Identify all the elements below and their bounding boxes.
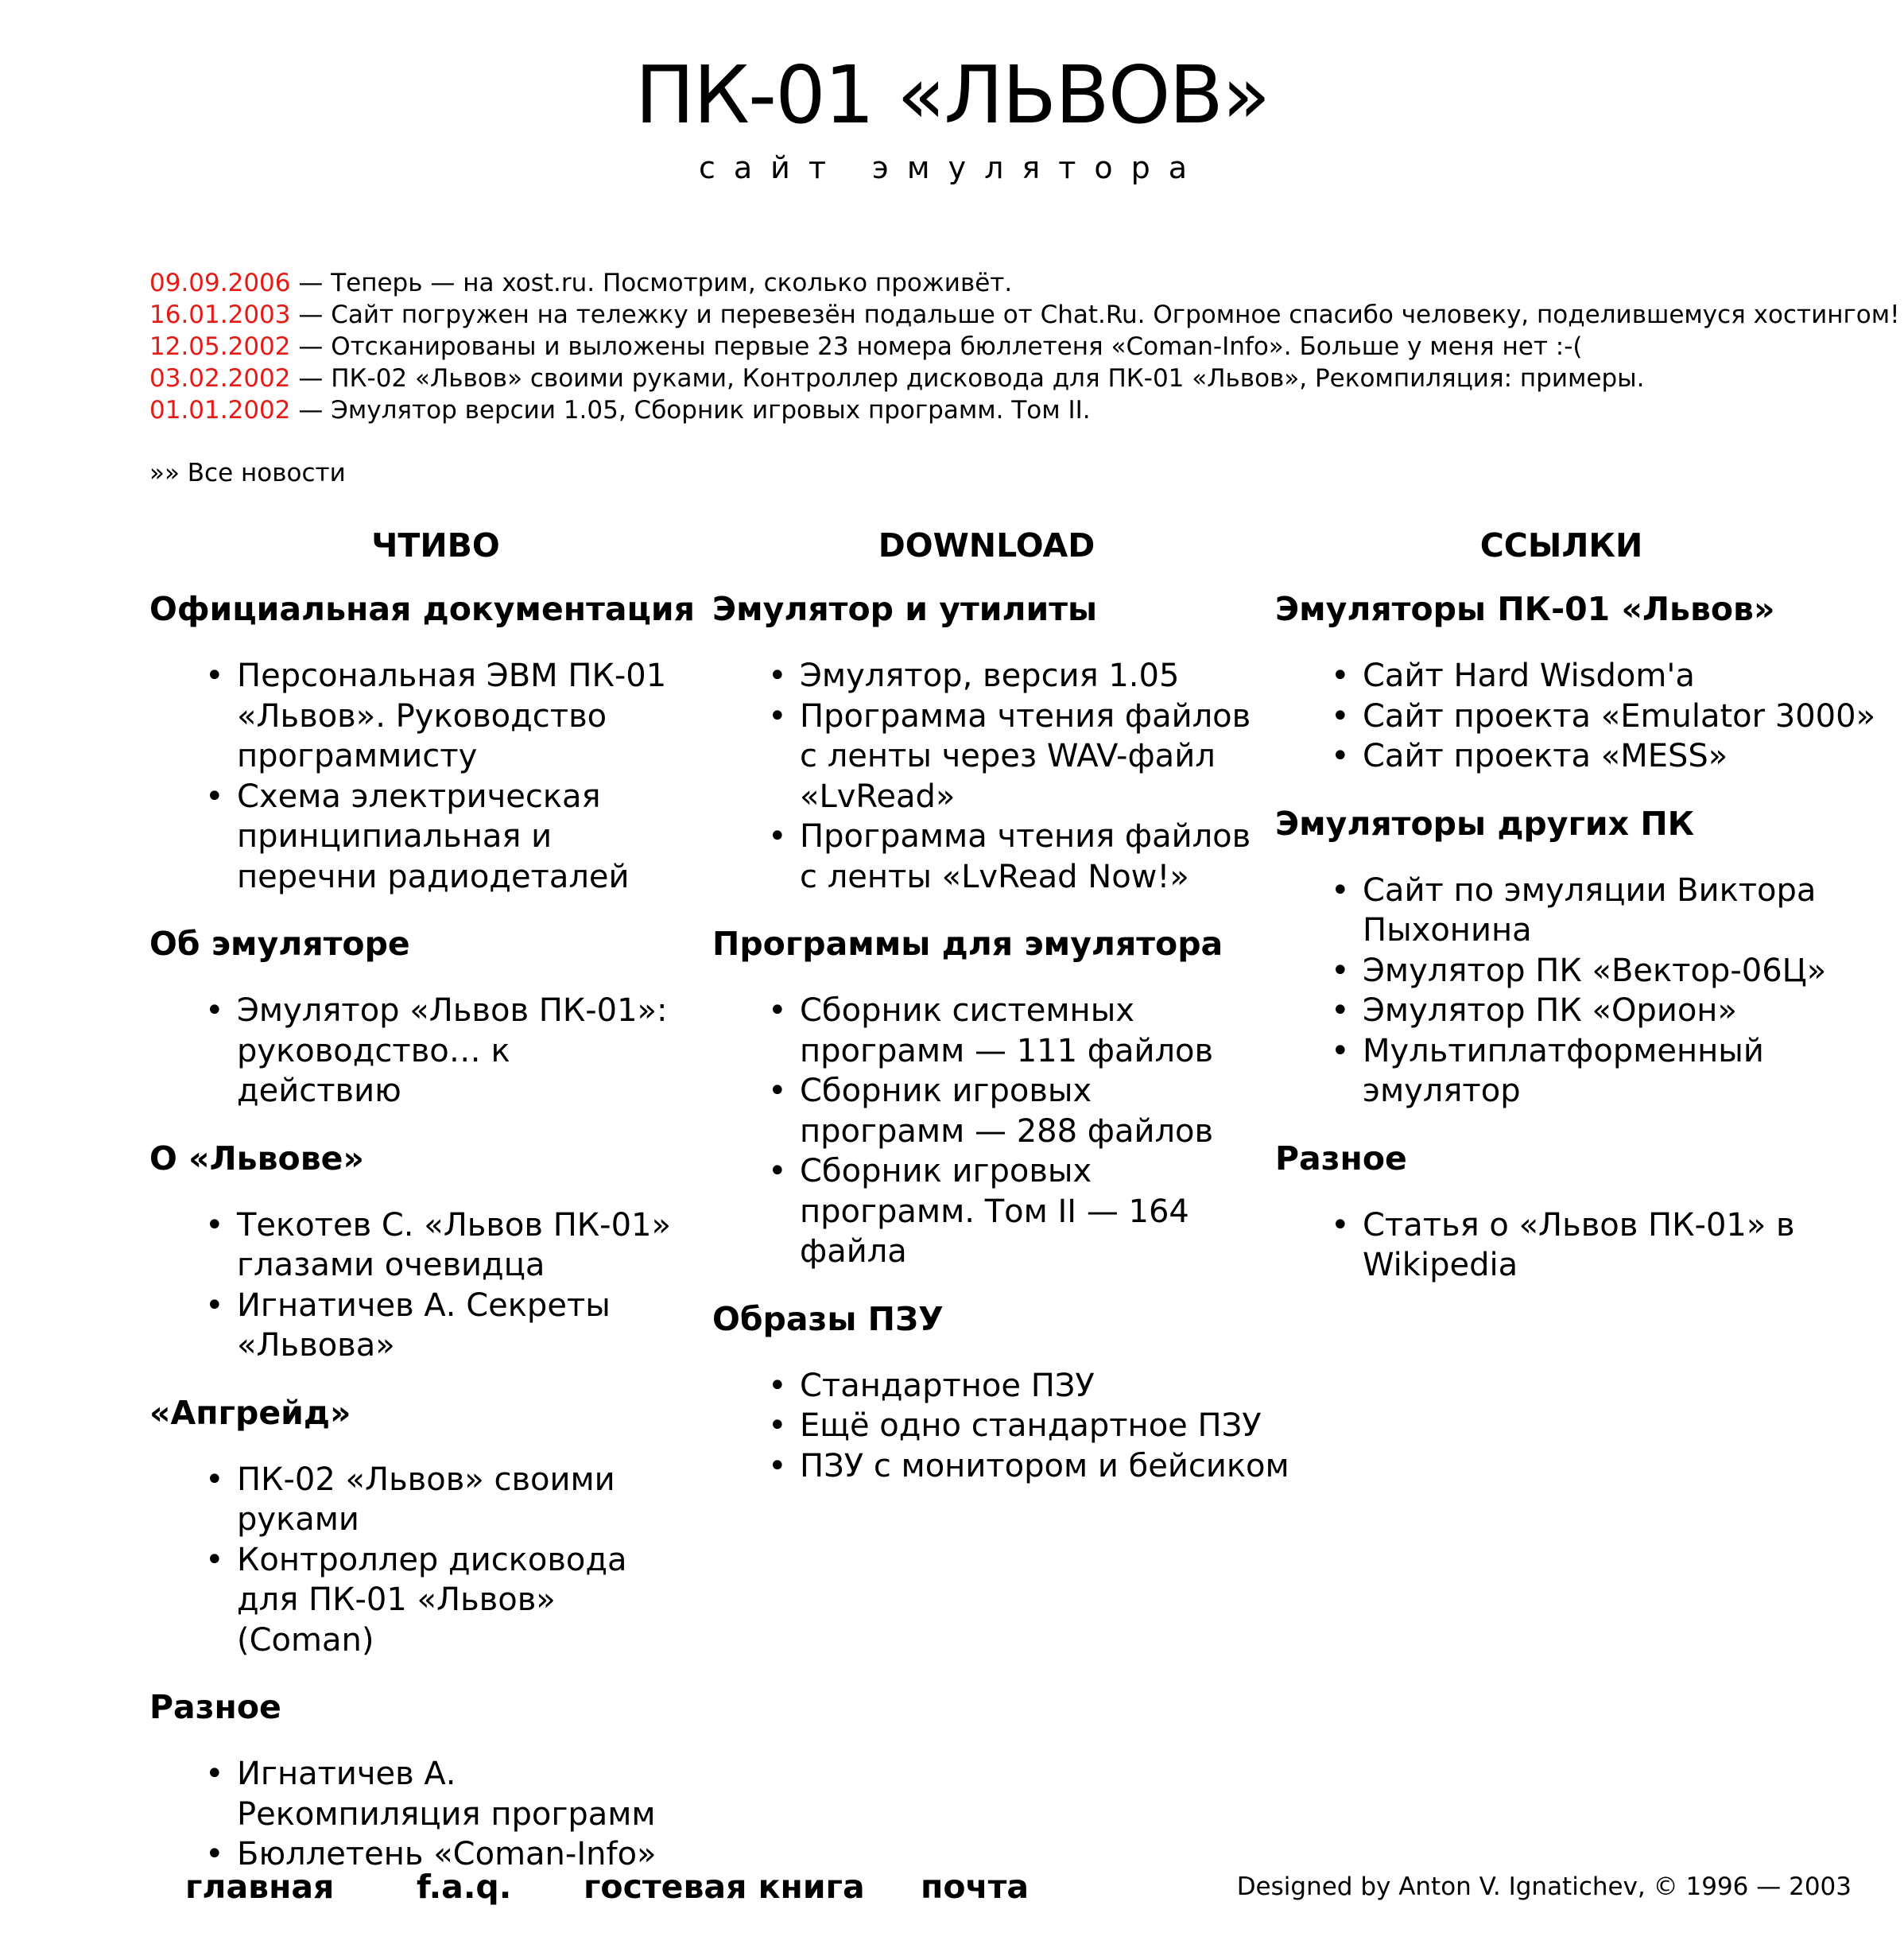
section-title: Эмулятор и утилиты xyxy=(712,590,1098,628)
copyright: Designed by Anton V. Ignatichev, © 1996 — 2003 xyxy=(1236,1872,1852,1901)
news-date: 16.01.2003 xyxy=(149,301,291,329)
news-item xyxy=(149,331,1859,363)
list-item-link[interactable]: • Эмулятор ПК «Вектор-06Ц» xyxy=(1363,951,1856,991)
site-subtitle: сайт эмулятора xyxy=(698,150,1206,185)
column-title: ЧТИВО xyxy=(371,526,500,565)
section-title: Программы для эмулятора xyxy=(712,925,1223,963)
news-date: 09.09.2006 xyxy=(149,269,291,297)
column-links xyxy=(1275,525,1876,1312)
list-item-link[interactable]: • Сборник игровых программ. Том II — 164 файла xyxy=(800,1151,1253,1272)
list-item-link[interactable]: • Сборник системных программ — 111 файлов xyxy=(800,991,1253,1071)
list-item-link[interactable]: • Персональная ЭВМ ПК-01 «Львов». Руководство программисту xyxy=(237,656,682,777)
list-item-link[interactable]: • Сайт по эмуляции Виктора Пыхонина xyxy=(1363,871,1856,951)
column-download xyxy=(712,525,1289,1512)
news-text: — Сайт погружен на тележку и перевезён подальше от Chat.Ru. Огромное спасибо человеку, поделившемуся хостингом! xyxy=(290,301,1900,329)
list-item-link[interactable]: • ПК-02 «Львов» своими руками xyxy=(237,1460,682,1540)
list-item-link[interactable]: • Игнатичев А. Секреты «Львова» xyxy=(237,1286,682,1366)
news-item xyxy=(149,299,1900,331)
section-title: Разное xyxy=(1275,1139,1407,1178)
list-item-link[interactable]: • Эмулятор «Львов ПК-01»: руководство… к действию xyxy=(237,991,682,1112)
list-item-link[interactable]: • Сайт проекта «MESS» xyxy=(1363,736,1856,777)
news-date: 03.02.2002 xyxy=(149,364,291,393)
link-list xyxy=(149,991,698,1112)
link-list xyxy=(149,1205,698,1366)
list-item-link[interactable]: • Контроллер дисковода для ПК-01 «Львов» (Coman) xyxy=(237,1540,682,1661)
link-list xyxy=(712,991,1261,1272)
list-item-link[interactable]: • Сайт проекта «Emulator 3000» xyxy=(1363,697,1856,737)
all-news-link[interactable]: »» Все новости xyxy=(149,459,346,487)
list-item-link[interactable]: • Сборник игровых программ — 288 файлов xyxy=(800,1071,1253,1151)
section-title: Об эмуляторе xyxy=(149,925,410,963)
section-title: Эмуляторы других ПК xyxy=(1275,804,1695,843)
list-item-link[interactable]: • ПЗУ с монитором и бейсиком xyxy=(800,1446,1253,1487)
section-title: «Апгрейд» xyxy=(149,1393,351,1432)
nav-link-guestbook[interactable]: гостевая книга xyxy=(584,1868,865,1906)
section-title: Эмуляторы ПК-01 «Львов» xyxy=(1275,590,1775,628)
list-item-link[interactable]: • Текотев С. «Львов ПК-01» глазами очевидца xyxy=(237,1205,682,1286)
news-item xyxy=(149,267,1859,299)
link-list xyxy=(1275,871,1848,1112)
list-item-link[interactable]: • Программа чтения файлов с ленты через WAV-файл «LvRead» xyxy=(800,697,1253,817)
list-item-link[interactable]: • Ещё одно стандартное ПЗУ xyxy=(800,1406,1253,1446)
news-date: 01.01.2002 xyxy=(149,396,291,425)
link-list xyxy=(712,656,1261,897)
list-item-link[interactable]: • Эмулятор ПК «Орион» xyxy=(1363,991,1856,1031)
news-text: — Эмулятор версии 1.05, Сборник игровых программ. Том II. xyxy=(290,396,1091,425)
list-item-link[interactable]: • Эмулятор, версия 1.05 xyxy=(800,656,1253,697)
site-header xyxy=(0,48,1904,188)
link-list xyxy=(1275,656,1876,777)
news-item xyxy=(149,394,1859,426)
news-text: — Отсканированы и выложены первые 23 номера бюллетеня «Coman-Info». Больше у меня нет :-( xyxy=(290,332,1583,361)
column-title: DOWNLOAD xyxy=(878,526,1095,565)
list-item-link[interactable]: • Статья о «Львов ПК-01» в Wikipedia xyxy=(1363,1205,1856,1286)
link-list xyxy=(712,1366,1289,1487)
link-list xyxy=(149,1754,698,1875)
nav-link-faq[interactable]: f.a.q. xyxy=(417,1868,512,1906)
column-title: ССЫЛКИ xyxy=(1479,526,1643,565)
link-list xyxy=(149,1460,698,1661)
news-text: — Теперь — на xost.ru. Посмотрим, сколько проживёт. xyxy=(290,269,1013,297)
section-title: Официальная документация xyxy=(149,590,695,628)
list-item-link[interactable]: • Мультиплатформенный эмулятор xyxy=(1363,1031,1856,1112)
link-list xyxy=(1275,1205,1848,1286)
list-item-link[interactable]: • Игнатичев А. Рекомпиляция программ xyxy=(237,1754,682,1834)
list-item-link[interactable]: • Стандартное ПЗУ xyxy=(800,1366,1253,1407)
site-title: ПК-01 «ЛЬВОВ» xyxy=(634,49,1270,142)
link-list xyxy=(149,656,698,897)
section-title: О «Львове» xyxy=(149,1139,364,1178)
news-item xyxy=(149,363,1859,394)
list-item-link[interactable]: • Схема электрическая принципиальная и перечни радиодеталей xyxy=(237,777,682,898)
column-reading xyxy=(149,525,698,1901)
list-item-link[interactable]: • Программа чтения файлов с ленты «LvRead Now!» xyxy=(800,817,1253,897)
nav-link-mail[interactable]: почта xyxy=(921,1868,1030,1906)
news-text: — ПК-02 «Львов» своими руками, Контроллер дисковода для ПК-01 «Львов», Рекомпиляция: примеры. xyxy=(290,364,1645,393)
list-item-link[interactable]: • Сайт Hard Wisdom'a xyxy=(1363,656,1856,697)
list-item-link[interactable]: • Бюллетень «Coman-Info» xyxy=(237,1834,682,1875)
news-date: 12.05.2002 xyxy=(149,332,291,361)
nav-link-home[interactable]: главная xyxy=(185,1868,335,1906)
news-list xyxy=(149,267,1900,426)
section-title: Образы ПЗУ xyxy=(712,1299,944,1338)
section-title: Разное xyxy=(149,1688,281,1726)
